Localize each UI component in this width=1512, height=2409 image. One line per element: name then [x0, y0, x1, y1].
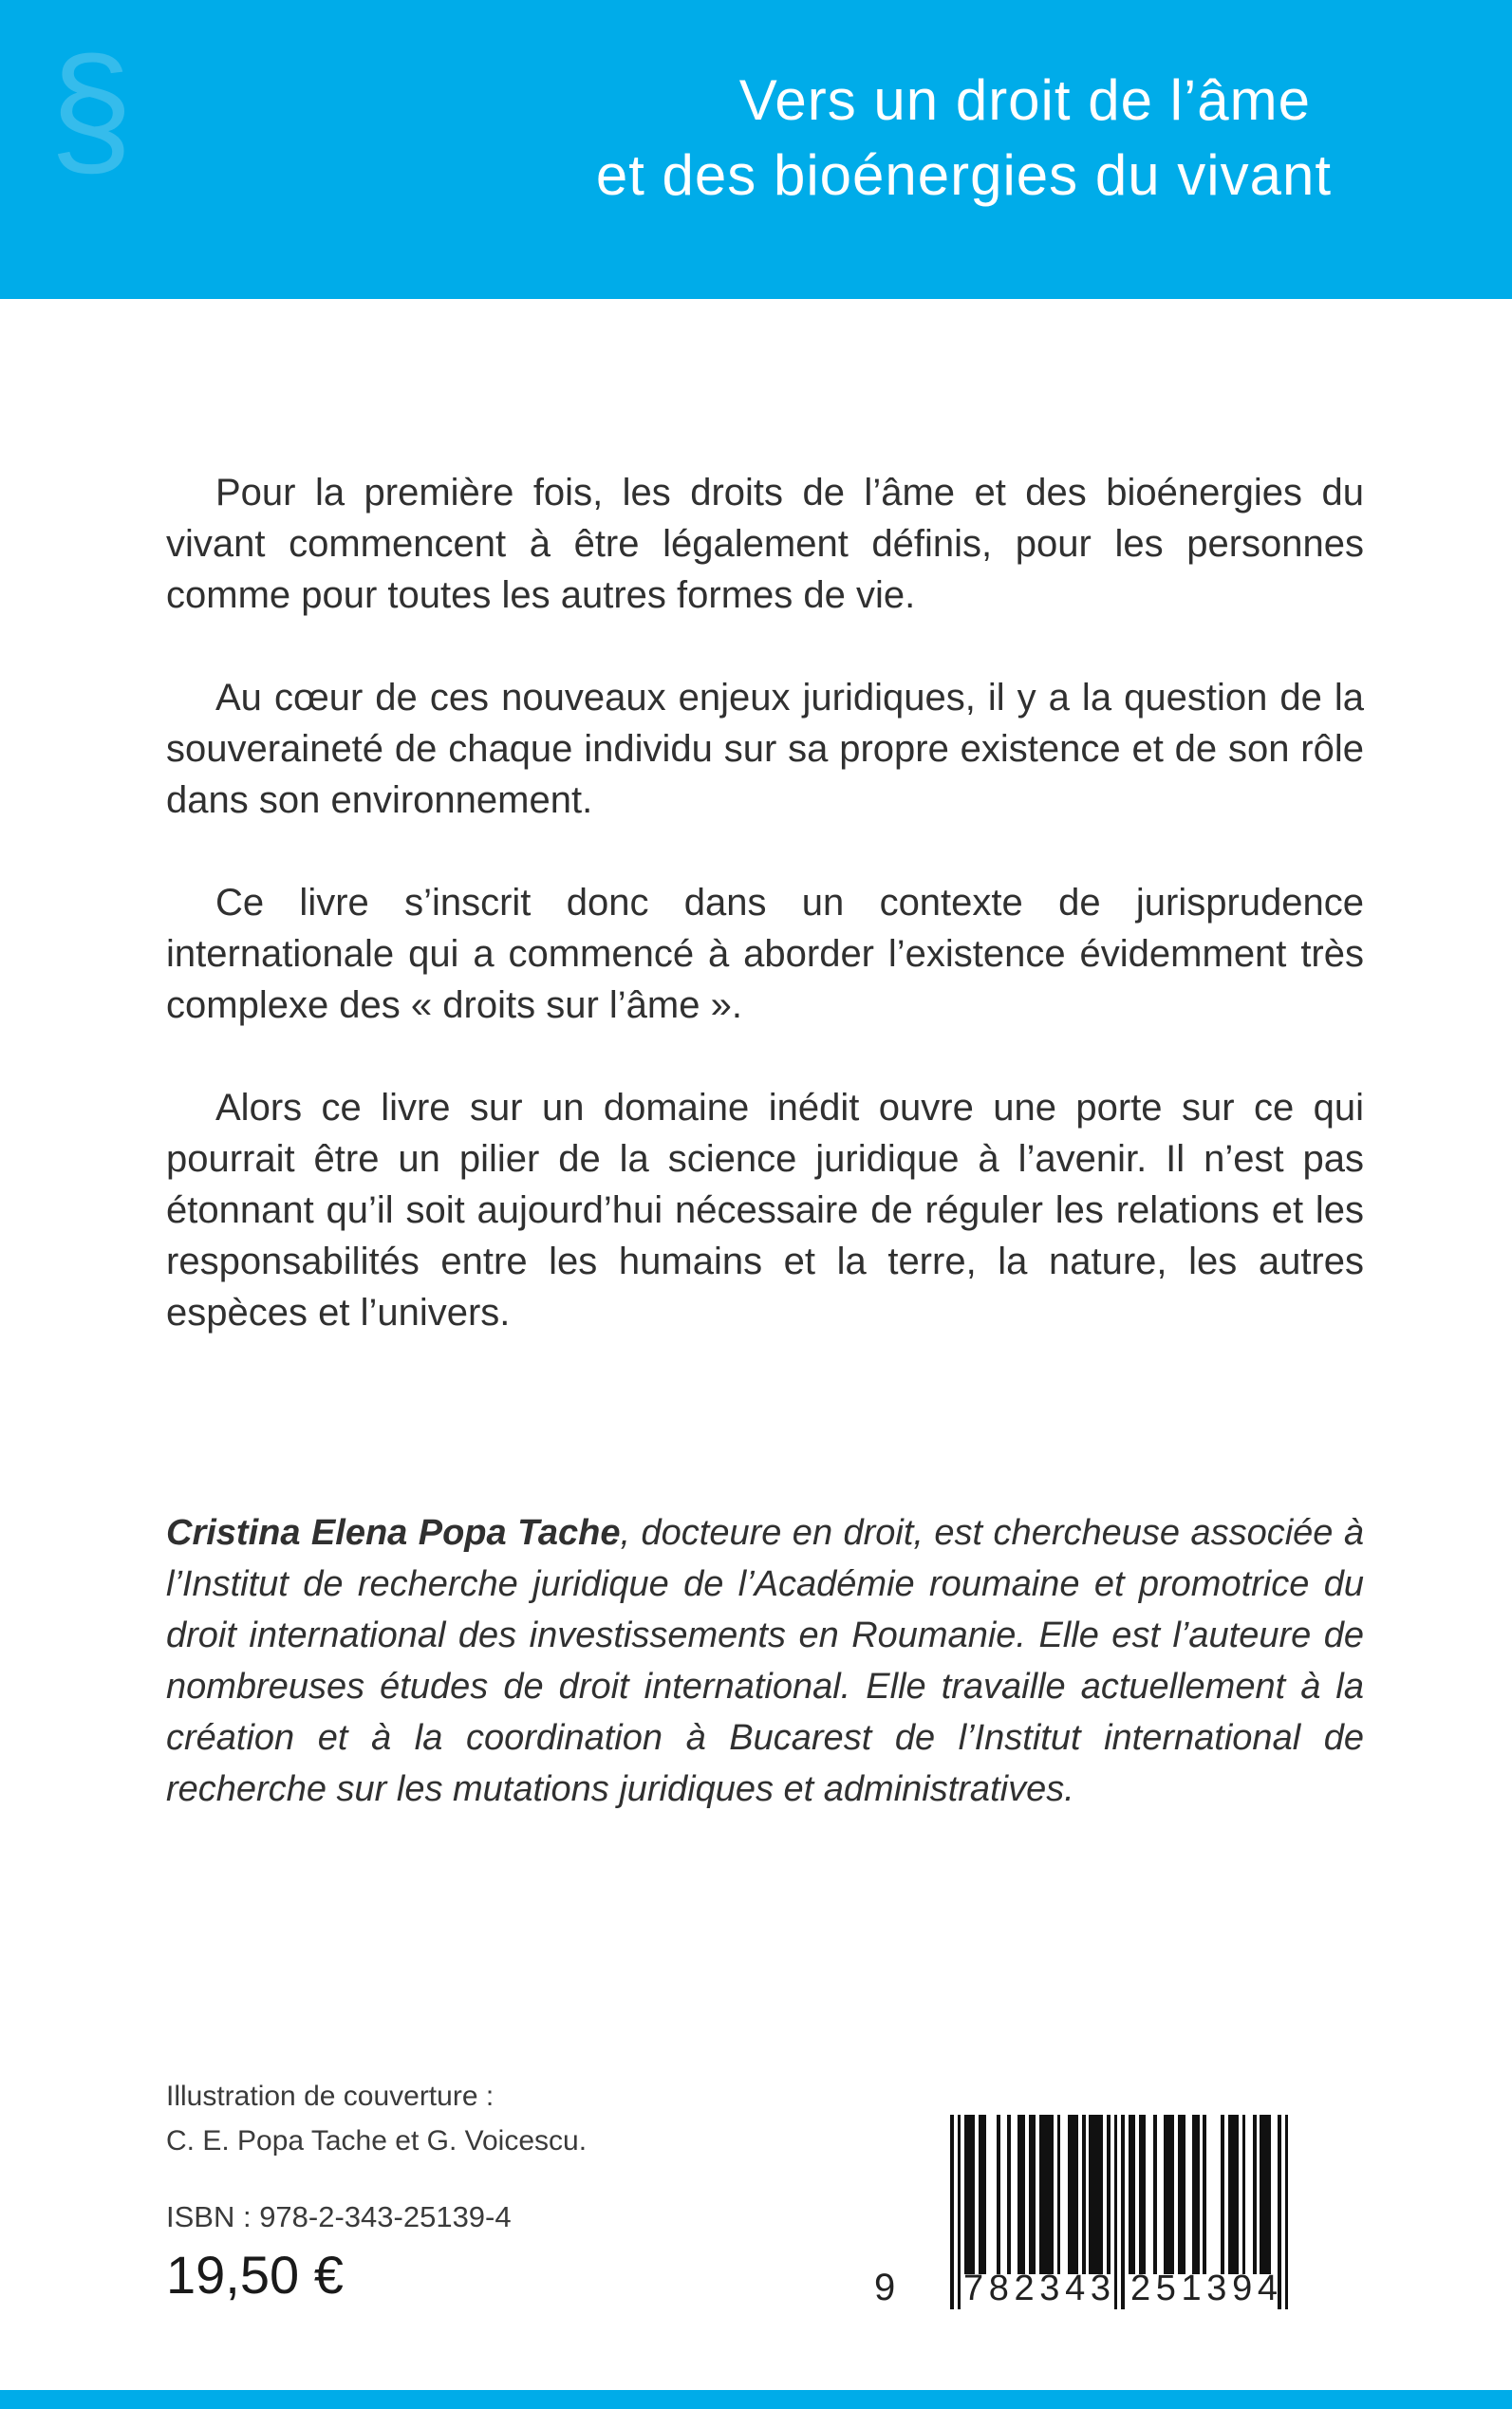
back-cover-text [166, 467, 1364, 1866]
author-bio-text: , docteure en droit, est chercheuse associée à l’Institut de recherche juridique de l’Académie roumaine et promotrice du droit international des investissements en Roumanie. Elle est l’auteure de nombreuses études de droit international. Elle travaille actuellement à la création et à la coordination à Bucarest de l’Institut international de recherche sur les mutations juridiques et administratives. [166, 1513, 1364, 1809]
price: 19,50 € [166, 2245, 344, 2305]
cover-illustration-credit [166, 2074, 587, 2163]
paragraph-4: Alors ce livre sur un domaine inédit ouvre une porte sur ce qui pourrait être un pilier de la science juridique à l’avenir. Il n’est pas étonnant qu’il soit aujourd’hui nécessaire de réguler les relations et les responsabilités entre les humains et la terre, la nature, les autres espèces et l’univers. [166, 1087, 1364, 1334]
section-paragraph-symbol: § [49, 27, 133, 194]
author-bio [166, 1507, 1364, 1815]
book-title-line2: et des bioénergies du vivant [595, 143, 1332, 207]
barcode-digits-left: 7 8 2 3 4 3 [963, 2269, 1111, 2308]
barcode-digits-right: 2 5 1 3 9 4 [1130, 2269, 1278, 2308]
paragraph-2: Au cœur de ces nouveaux enjeux juridiques, il y a la question de la souveraineté de chaque individu sur sa propre existence et de son rôle dans son environnement. [166, 677, 1364, 821]
credit-line2: C. E. Popa Tache et G. Voicescu. [166, 2125, 588, 2157]
book-title [190, 63, 1332, 213]
isbn-number: ISBN : 978-2-343-25139-4 [166, 2200, 512, 2233]
ean13-barcode [874, 2115, 1278, 2319]
book-title-line1: Vers un droit de l’âme [738, 68, 1311, 132]
author-name: Cristina Elena Popa Tache [166, 1513, 621, 1553]
bottom-cyan-band [0, 2390, 1512, 2409]
credit-line1: Illustration de couverture : [166, 2081, 495, 2112]
barcode-digit-lead: 9 [874, 2267, 896, 2308]
paragraph-1: Pour la première fois, les droits de l’âme et des bioénergies du vivant commencent à être légalement définis, pour les personnes comme pour toutes les autres formes de vie. [166, 472, 1364, 616]
paragraph-3: Ce livre s’inscrit donc dans un contexte de jurisprudence internationale qui a commencé à aborder l’existence évidemment très complexe des « droits sur l’âme ». [166, 882, 1364, 1026]
